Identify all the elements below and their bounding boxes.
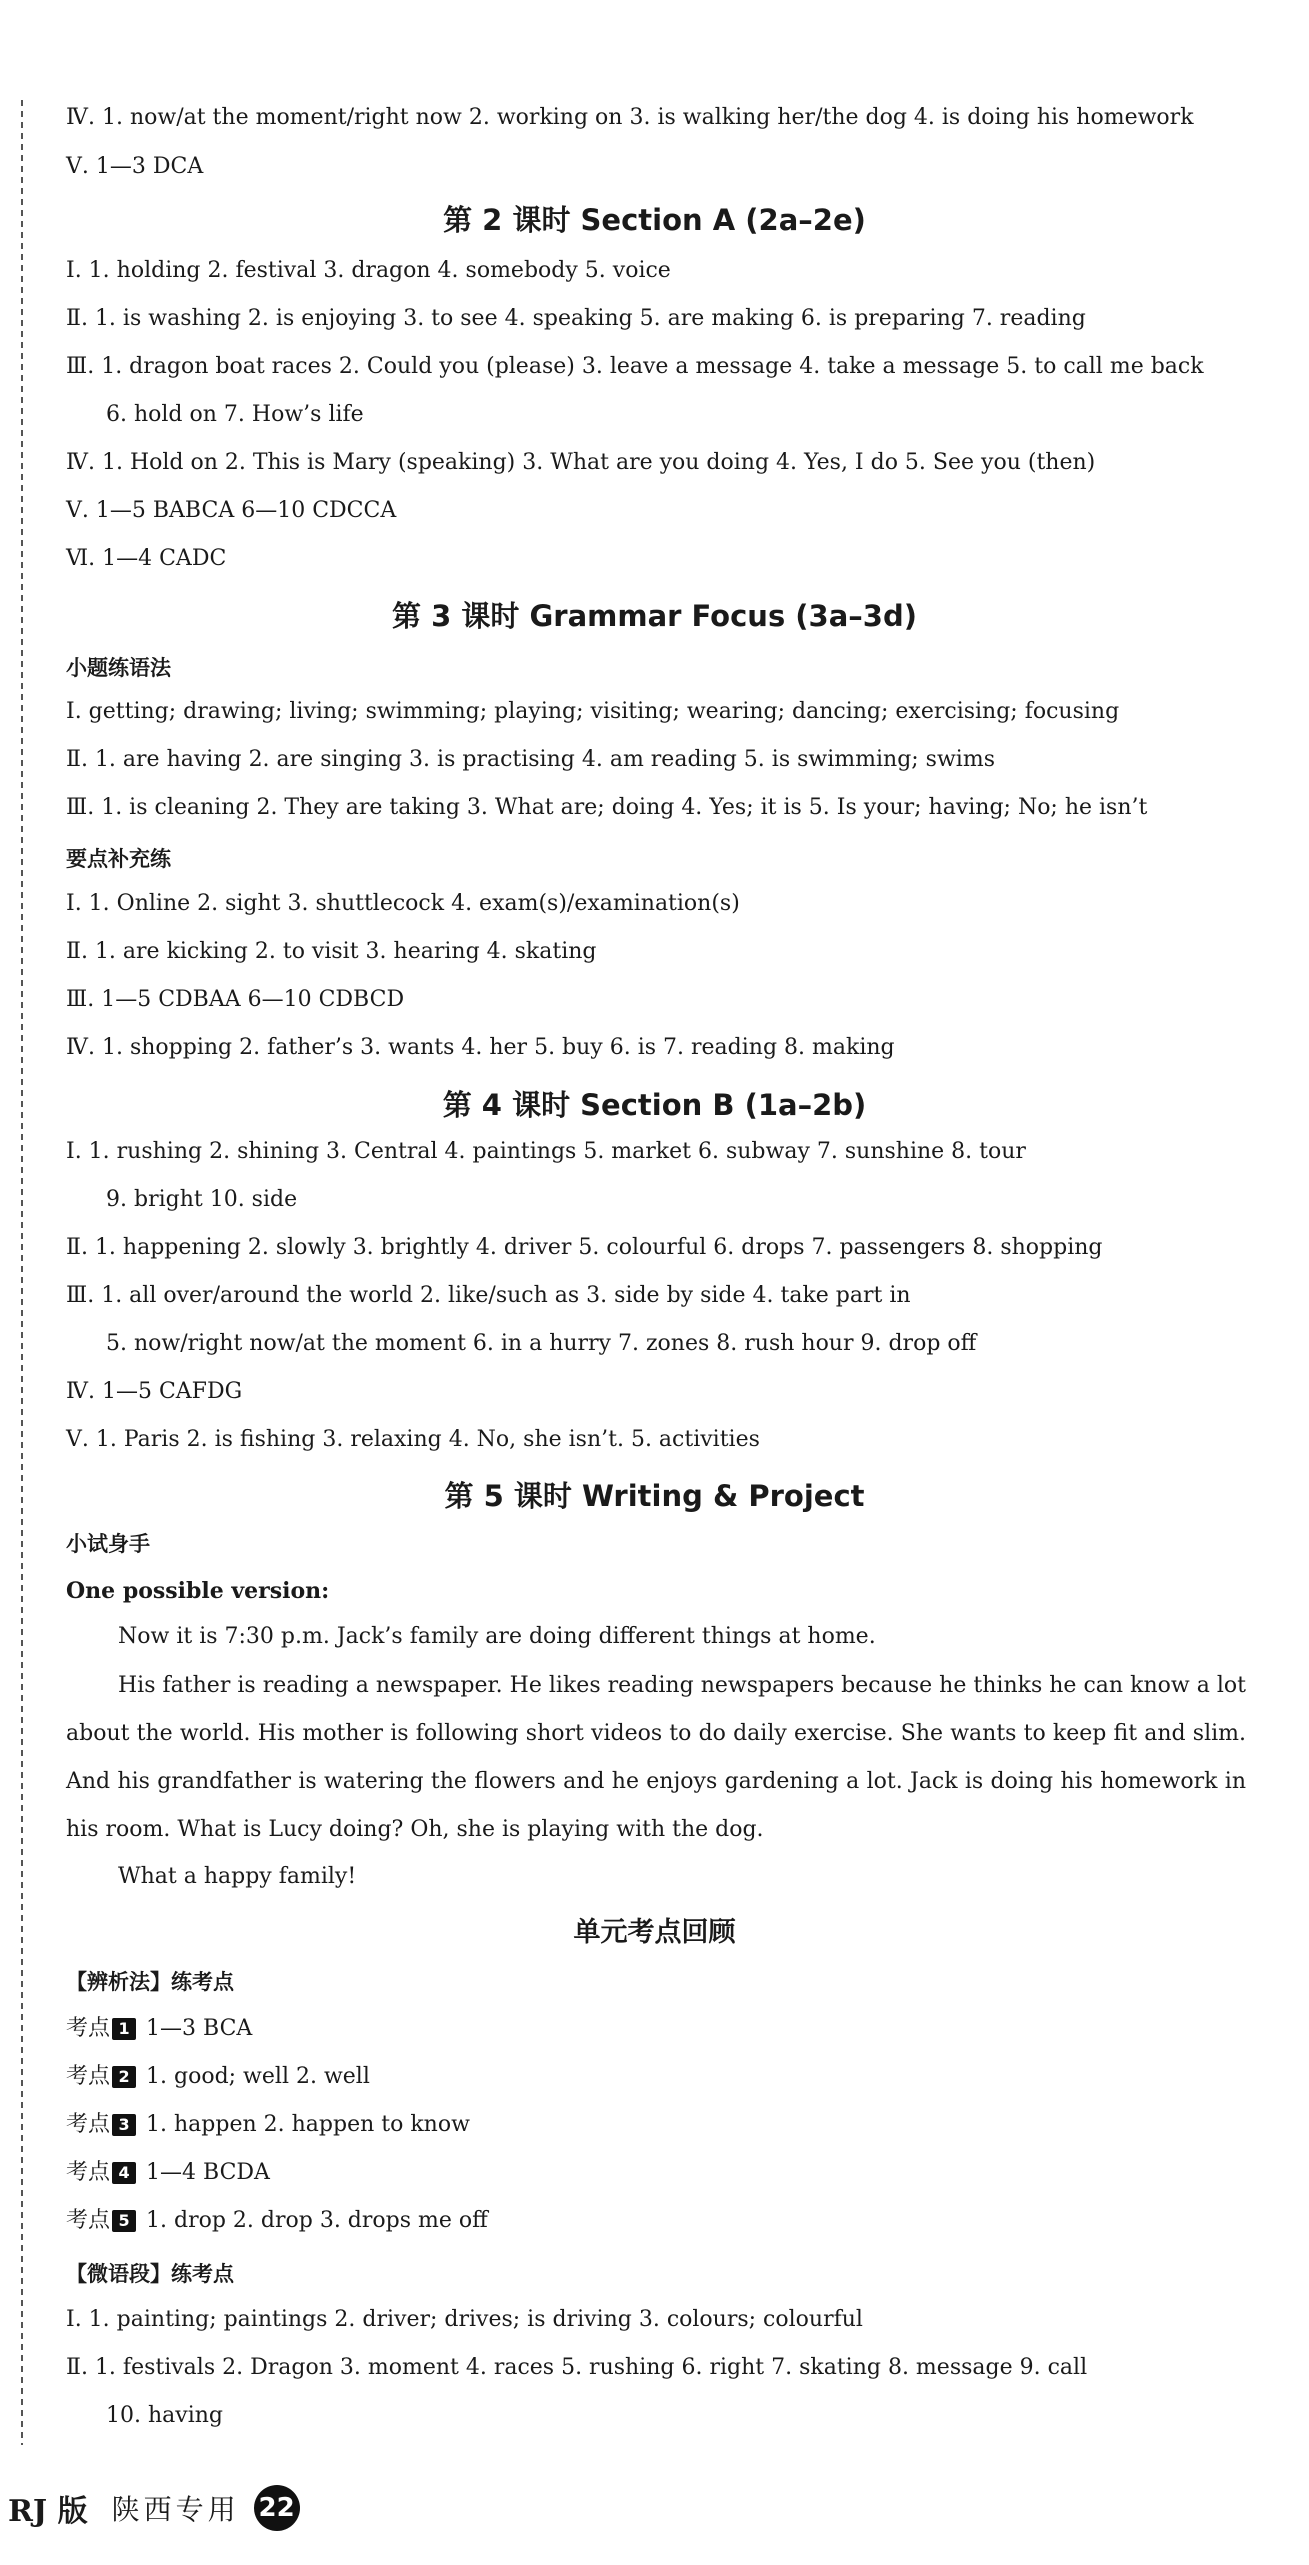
answer-line: 6. hold on 7. How’s life	[106, 402, 364, 427]
margin-dashed-line	[21, 100, 23, 2445]
kaodian-number: 5	[112, 2210, 136, 2232]
answer-line: Ⅱ. 1. happening 2. slowly 3. brightly 4. driver 5. colourful 6. drops 7. passengers 8. shopping	[66, 1235, 1103, 1260]
kaodian-answer: 1—4 BCDA	[146, 2160, 270, 2185]
answer-line: Ⅲ. 1. dragon boat races 2. Could you (please) 3. leave a message 4. take a message 5. to call me back	[66, 354, 1204, 379]
answer-line: Ⅴ. 1—3 DCA	[66, 154, 204, 179]
kaodian-answer: 1. good; well 2. well	[146, 2064, 370, 2089]
answer-line: Ⅲ. 1. all over/around the world 2. like/such as 3. side by side 4. take part in	[66, 1283, 911, 1308]
answer-line: 9. bright 10. side	[106, 1187, 298, 1212]
kaodian-number: 3	[112, 2114, 136, 2136]
kaodian-number: 4	[112, 2162, 136, 2184]
kaodian-label: 考点	[66, 2016, 111, 2041]
answer-line: Ⅳ. 1. shopping 2. father’s 3. wants 4. her 5. buy 6. is 7. reading 8. making	[66, 1035, 895, 1060]
lesson5-title: 第 5 课时 Writing & Project	[444, 1479, 865, 1513]
review-title: 单元考点回顾	[573, 1917, 736, 1948]
kaodian-line	[66, 2110, 470, 2140]
lesson4-title: 第 4 课时 Section B (1a–2b)	[442, 1088, 867, 1122]
kaodian-line	[66, 2014, 252, 2044]
essay-paragraph: His father is reading a newspaper. He likes reading newspapers because he thinks he can know a lot about the world. His mother is following short videos to do daily exercise. She wants to keep fit and slim. And his grandfather is watering the flowers and he enjoys gardening a lot. Jack is doing his homework in his room. What is Lucy doing? Oh, she is playing with the dog.	[66, 1673, 1246, 1842]
kaodian-label: 考点	[66, 2160, 111, 2185]
answer-line: Ⅰ. 1. painting; paintings 2. driver; drives; is driving 3. colours; colourful	[66, 2307, 863, 2332]
subheading: 小试身手	[66, 1532, 150, 1556]
version-label: One possible version:	[66, 1578, 330, 1604]
answer-line: Ⅰ. 1. holding 2. festival 3. dragon 4. somebody 5. voice	[66, 258, 671, 283]
subheading: 【辨析法】练考点	[66, 1970, 234, 1994]
kaodian-number: 2	[112, 2066, 136, 2088]
lesson2-title: 第 2 课时 Section A (2a–2e)	[443, 203, 866, 237]
answer-line: 5. now/right now/at the moment 6. in a hurry 7. zones 8. rush hour 9. drop off	[106, 1331, 977, 1356]
page-footer	[8, 2485, 300, 2531]
kaodian-answer: 1. drop 2. drop 3. drops me off	[146, 2208, 488, 2233]
kaodian-label: 考点	[66, 2064, 111, 2089]
answer-line: Ⅰ. getting; drawing; living; swimming; playing; visiting; wearing; dancing; exercising; focusing	[66, 699, 1120, 724]
kaodian-label: 考点	[66, 2112, 111, 2137]
region-label: 陕西专用	[111, 2493, 240, 2526]
answer-line: Ⅰ. 1. rushing 2. shining 3. Central 4. paintings 5. market 6. subway 7. sunshine 8. tour	[66, 1139, 1026, 1164]
kaodian-line	[66, 2158, 270, 2188]
kaodian-line	[66, 2062, 370, 2092]
answer-line: Ⅴ. 1. Paris 2. is fishing 3. relaxing 4. No, she isn’t. 5. activities	[66, 1427, 760, 1452]
answer-line: Ⅱ. 1. is washing 2. is enjoying 3. to see 4. speaking 5. are making 6. is preparing 7. reading	[66, 306, 1086, 331]
answer-line: Ⅱ. 1. are kicking 2. to visit 3. hearing 4. skating	[66, 939, 597, 964]
kaodian-label: 考点	[66, 2208, 111, 2233]
answer-line: Ⅰ. 1. Online 2. sight 3. shuttlecock 4. exam(s)/examination(s)	[66, 891, 740, 916]
kaodian-number: 1	[112, 2018, 136, 2040]
subheading: 小题练语法	[66, 656, 171, 680]
answer-line: 10. having	[106, 2403, 223, 2428]
kaodian-line	[66, 2206, 488, 2236]
kaodian-answer: 1. happen 2. happen to know	[146, 2112, 470, 2137]
answer-line: Ⅳ. 1—5 CAFDG	[66, 1379, 243, 1404]
answer-line: Ⅴ. 1—5 BABCA 6—10 CDCCA	[66, 498, 397, 523]
edition-label: RJ 版	[8, 2494, 88, 2529]
answer-line: Ⅲ. 1. is cleaning 2. They are taking 3. What are; doing 4. Yes; it is 5. Is your; having; No; he isn’t	[66, 795, 1148, 820]
answer-line: Ⅱ. 1. are having 2. are singing 3. is practising 4. am reading 5. is swimming; swims	[66, 747, 995, 772]
answer-line: Ⅵ. 1—4 CADC	[66, 546, 227, 571]
subheading: 【微语段】练考点	[66, 2262, 234, 2286]
answer-line: Ⅳ. 1. now/at the moment/right now 2. working on 3. is walking her/the dog 4. is doing his homework	[66, 105, 1194, 130]
answer-line: Ⅳ. 1. Hold on 2. This is Mary (speaking) 3. What are you doing 4. Yes, I do 5. See you (then)	[66, 450, 1096, 475]
page-number: 22	[254, 2485, 300, 2531]
subheading: 要点补充练	[66, 847, 171, 871]
answer-line: Ⅱ. 1. festivals 2. Dragon 3. moment 4. races 5. rushing 6. right 7. skating 8. message 9. call	[66, 2355, 1088, 2380]
lesson3-title: 第 3 课时 Grammar Focus (3a–3d)	[392, 599, 917, 633]
kaodian-answer: 1—3 BCA	[146, 2016, 253, 2041]
essay-paragraph: What a happy family!	[118, 1864, 357, 1889]
essay-paragraph: Now it is 7:30 p.m. Jack’s family are doing different things at home.	[118, 1624, 876, 1649]
answer-line: Ⅲ. 1—5 CDBAA 6—10 CDBCD	[66, 987, 405, 1012]
